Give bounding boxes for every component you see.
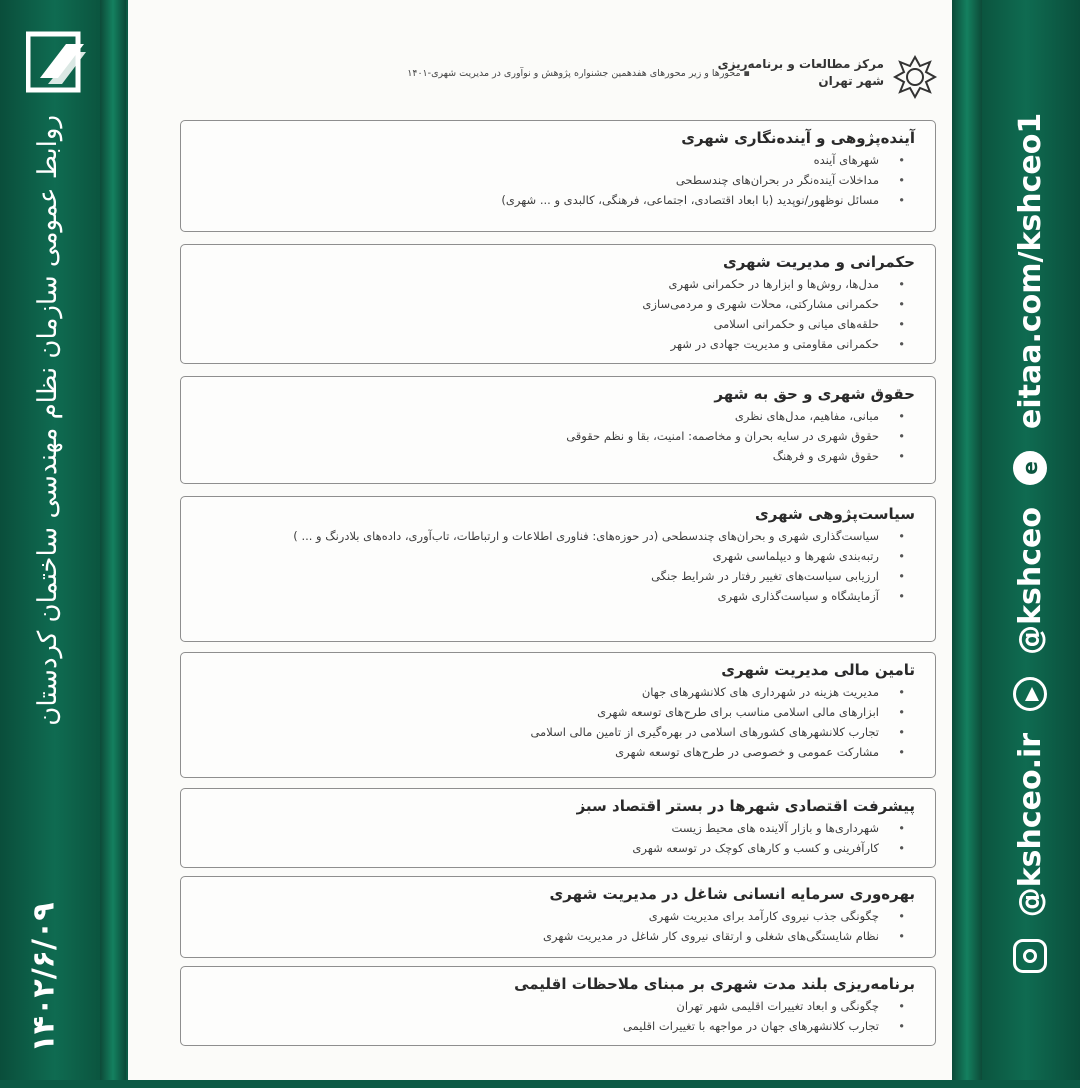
section-title: آینده‌پژوهی و آینده‌نگاری شهری bbox=[681, 129, 915, 147]
section-futures-studies bbox=[180, 120, 936, 232]
list-item: • ابزارهای مالی اسلامی مناسب برای طرح‌های توسعه شهری bbox=[201, 702, 879, 722]
section-human-capital bbox=[180, 876, 936, 958]
section-title: سیاست‌پژوهی شهری bbox=[755, 505, 915, 523]
list-item: • مدل‌ها، روش‌ها و ابزارها در حکمرانی شهری bbox=[201, 274, 879, 294]
right-frame-strip bbox=[952, 0, 982, 1080]
list-item: • مبانی، مفاهیم، مدل‌های نظری bbox=[201, 406, 879, 426]
section-title: حکمرانی و مدیریت شهری bbox=[722, 253, 915, 271]
list-item: • حقوق شهری در سایه بحران و مخاصمه: امنیت، بقا و نظم حقوقی bbox=[201, 426, 879, 446]
eitaa-icon[interactable]: e bbox=[1013, 451, 1047, 485]
section-urban-rights bbox=[180, 376, 936, 484]
list-item: • تجارب کلانشهرهای جهان در مواجهه با تغییرات اقلیمی bbox=[201, 1016, 879, 1036]
list-item: • کارآفرینی و کسب و کارهای کوچک در توسعه شهری bbox=[201, 838, 879, 858]
list-item: • سیاست‌گذاری شهری و بحران‌های چندسطحی (در حوزه‌های: فناوری اطلاعات و ارتباطات، تاب‌آوری، داده‌های بلادرنگ و ... ) bbox=[201, 526, 879, 546]
instagram-handle[interactable]: @kshceo.ir bbox=[1012, 732, 1048, 918]
list-item: • رتبه‌بندی شهرها و دیپلماسی شهری bbox=[201, 546, 879, 566]
list-item: • شهرهای آینده bbox=[201, 150, 879, 170]
list-item: • حکمرانی مقاومتی و مدیریت جهادی در شهر bbox=[201, 334, 879, 354]
list-item: • حقوق شهری و فرهنگ bbox=[201, 446, 879, 466]
org-name-line1: مرکز مطالعات و برنامه‌ریزی bbox=[717, 57, 884, 71]
section-financing bbox=[180, 652, 936, 778]
section-title: برنامه‌ریزی بلند مدت شهری بر مبنای ملاحظات اقلیمی bbox=[514, 975, 915, 993]
document-header bbox=[128, 50, 952, 100]
left-frame-strip bbox=[100, 0, 126, 1080]
section-urban-governance bbox=[180, 244, 936, 364]
tehran-center-logo-icon bbox=[892, 54, 938, 100]
list-item: • چگونگی و ابعاد تغییرات اقلیمی شهر تهران bbox=[201, 996, 879, 1016]
list-item: • شهرداری‌ها و بازار آلاینده های محیط زیست bbox=[201, 818, 879, 838]
list-item: • مشارکت عمومی و خصوصی در طرح‌های توسعه شهری bbox=[201, 742, 879, 762]
org-name-line2: شهر تهران bbox=[818, 74, 884, 88]
list-item: • حکمرانی مشارکتی، محلات شهری و مردمی‌سازی bbox=[201, 294, 879, 314]
list-item: • آزمایشگاه و سیاست‌گذاری شهری bbox=[201, 586, 879, 606]
publish-date-text: ۱۴۰۲/۶/۰۹ bbox=[26, 902, 62, 1053]
document-page bbox=[128, 0, 952, 1080]
eitaa-handle[interactable]: eitaa.com/kshceo1 bbox=[1012, 112, 1048, 429]
instagram-icon[interactable] bbox=[1013, 939, 1047, 973]
section-climate-planning bbox=[180, 966, 936, 1046]
document-caption: ▪ محورها و زیر محورهای هفدهمین جشنواره پژوهش و نوآوری در مدیریت شهری-۱۴۰۱ bbox=[407, 68, 750, 79]
list-item: • تجارب کلانشهرهای کشورهای اسلامی در بهره‌گیری از تامین مالی اسلامی bbox=[201, 722, 879, 742]
left-slogan-text: روابط عمومی سازمان نظام مهندسی ساختمان کردستان bbox=[33, 115, 63, 726]
list-item: • مدیریت هزینه در شهرداری های کلانشهرهای جهان bbox=[201, 682, 879, 702]
section-green-economy bbox=[180, 788, 936, 868]
list-item: • ارزیابی سیاست‌های تغییر رفتار در شرایط جنگی bbox=[201, 566, 879, 586]
telegram-icon[interactable] bbox=[1013, 677, 1047, 711]
list-item: • نظام شایستگی‌های شغلی و ارتقای نیروی کار شاغل در مدیریت شهری bbox=[201, 926, 879, 946]
list-item: • مداخلات آینده‌نگر در بحران‌های چندسطحی bbox=[201, 170, 879, 190]
list-item: • چگونگی جذب نیروی کارآمد برای مدیریت شهری bbox=[201, 906, 879, 926]
telegram-handle[interactable]: @kshceo bbox=[1012, 506, 1048, 655]
section-policy-research bbox=[180, 496, 936, 642]
section-title: حقوق شهری و حق به شهر bbox=[714, 385, 915, 403]
list-item: • مسائل نوظهور/نوپدید (با ابعاد اقتصادی، اجتماعی، فرهنگی، کالبدی و ... شهری) bbox=[201, 190, 879, 210]
section-title: پیشرفت اقتصادی شهرها در بستر اقتصاد سبز bbox=[576, 797, 915, 815]
list-item: • حلقه‌های میانی و حکمرانی اسلامی bbox=[201, 314, 879, 334]
section-title: بهره‌وری سرمایه انسانی شاغل در مدیریت شهری bbox=[549, 885, 915, 903]
organization-logo-icon bbox=[26, 30, 88, 96]
section-title: تامین مالی مدیریت شهری bbox=[721, 661, 915, 679]
